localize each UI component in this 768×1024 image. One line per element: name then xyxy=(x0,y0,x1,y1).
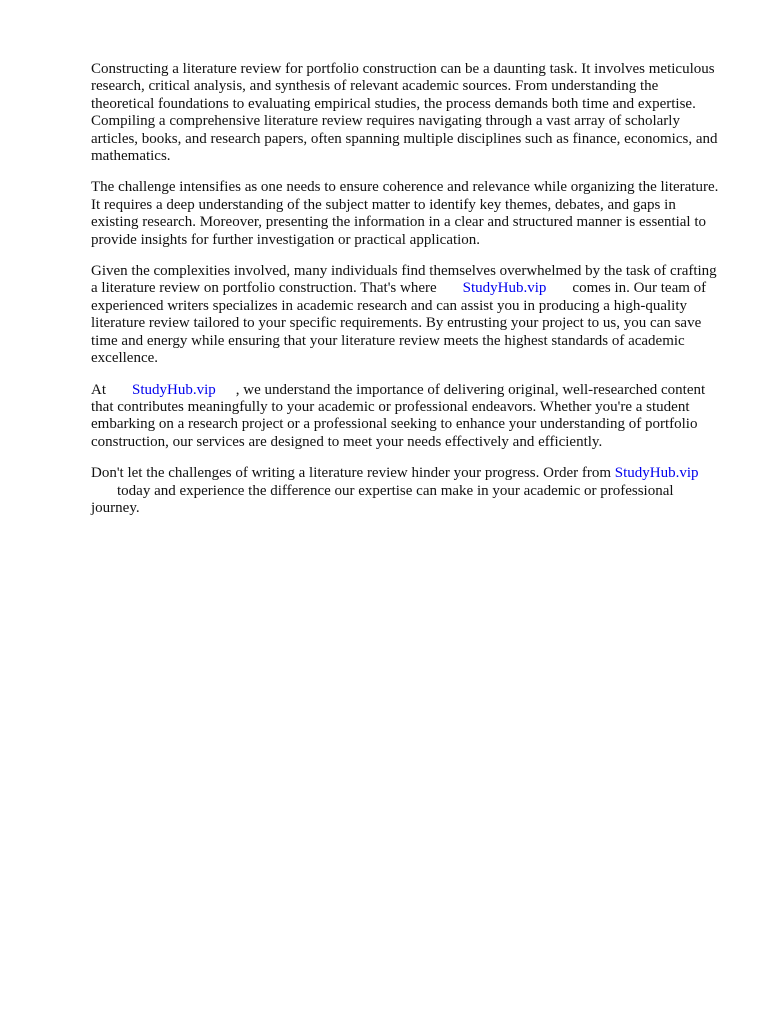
paragraph-studyhub xyxy=(91,382,721,452)
paragraph-intro: Constructing a literature review for portfolio construction can be a daunting task. It involves meticulous research, critical analysis, and synthesis of relevant academic sources. From understanding the theoretical foundations to evaluating empirical studies, the process demands both time and expertise. Compiling a comprehensive literature review requires navigating through a vast array of scholarly articles, books, and research papers, often spanning multiple disciplines such as finance, economics, and mathematics. xyxy=(91,61,718,165)
paragraph-complexities xyxy=(91,263,721,367)
paragraph-complexities-before: Given the complexities involved, many individuals find themselves overwhelmed by the task of crafting a literature review on portfolio construction. That's where xyxy=(91,263,717,297)
paragraph-order xyxy=(91,465,721,517)
paragraph-complexities-after: comes in. Our team of experienced writers specializes in academic research and can assist you in producing a high-quality literature review tailored to your specific requirements. By entrusting your project to us, you can save time and energy while ensuring that your literature review meets the highest standards of academic excellence. xyxy=(91,280,707,367)
paragraph-studyhub-before: At xyxy=(91,381,106,398)
studyhub-link-3[interactable]: StudyHub.vip xyxy=(614,465,699,482)
paragraph-challenge: The challenge intensifies as one needs to ensure coherence and relevance while organizing the literature. It requires a deep understanding of the subject matter to identify key themes, debates, and gaps in existing research. Moreover, presenting the information in a clear and structured manner is essential to provide insights for further investigation or practical application. xyxy=(91,179,719,248)
studyhub-link-2[interactable]: StudyHub.vip xyxy=(132,381,216,398)
studyhub-link-1[interactable]: StudyHub.vip xyxy=(462,280,547,297)
paragraph-order-before: Don't let the challenges of writing a literature review hinder your progress. Order from xyxy=(91,465,612,482)
paragraph-studyhub-after: , we understand the importance of delivering original, well-researched content that contributes meaningfully to your academic or professional endeavors. Whether you're a student embarking on a research project or a professional seeking to enhance your understanding of portfolio construction, our services are designed to meet your needs effectively and efficiently. xyxy=(91,381,706,450)
paragraph-order-after: today and experience the difference our expertise can make in your academic or professional journey. xyxy=(91,482,674,516)
document-page xyxy=(91,61,721,531)
